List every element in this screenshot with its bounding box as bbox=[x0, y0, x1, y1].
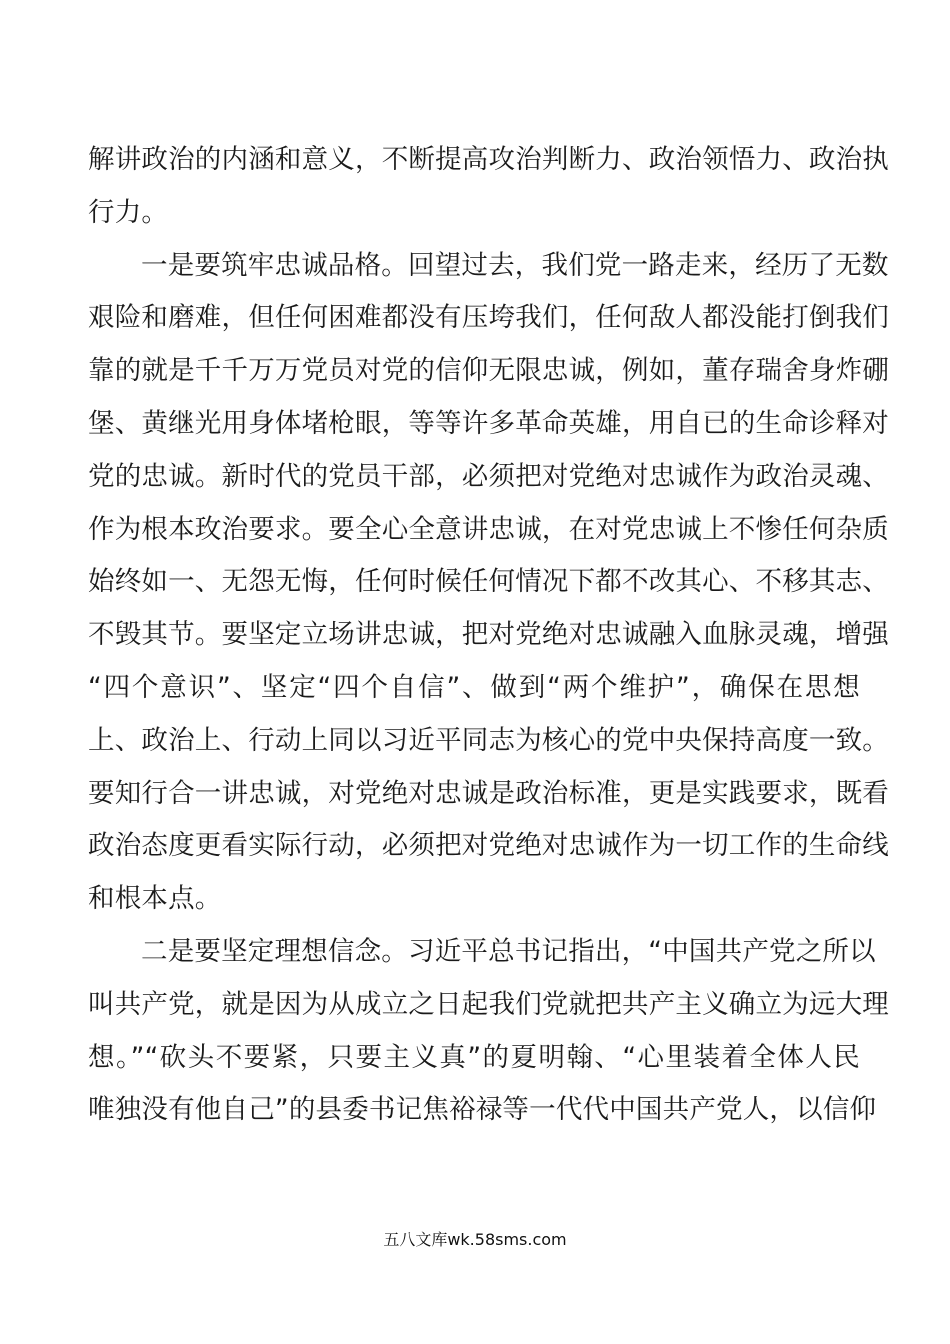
text-line: 要知行合一讲忠诚，对党绝对忠诚是政治标准，更是实践要求，既看 bbox=[88, 777, 889, 809]
text-line: “四个意识”、坚定“四个自信”、做到“两个维护”，确保在思想 bbox=[88, 671, 860, 703]
text-line: 靠的就是千千万万党员对党的信仰无限忠诚，例如，董存瑞舍身炸硼 bbox=[88, 355, 889, 387]
text-line: 行力。 bbox=[88, 196, 169, 228]
text-line: 政治态度更看实际行动，必须把对党绝对忠诚作为一切工作的生命线 bbox=[88, 830, 889, 862]
text-line: 想。”“砍头不要紧，只要主义真”的夏明翰、“心里装着全体人民 bbox=[88, 1041, 860, 1073]
paragraph-first-line: 二是要坚定理想信念。习近平总书记指出，“中国共产党之所以 bbox=[141, 935, 876, 967]
text-line: 作为根本玫治要求。要全心全意讲忠诚，在对党忠诚上不惨任何杂质 bbox=[88, 513, 889, 545]
text-line: 始终如一、无怨无悔，任何时候任何情况下都不改其心、不移其志、 bbox=[88, 566, 889, 598]
text-line: 解讲政治的内涵和意义，不断提高攻治判断力、政治领悟力、政治执 bbox=[88, 144, 889, 175]
paragraph-first-line: 一是要筑牢忠诚品格。回望过去，我们党一路走来，经历了无数 bbox=[141, 249, 889, 281]
document-body bbox=[88, 134, 889, 1137]
text-line: 党的忠诚。新时代的党员干部，必须把对党绝对忠诚作为政治灵魂、 bbox=[88, 460, 889, 492]
page-footer: 五八文库wk.58sms.com bbox=[383, 1230, 567, 1249]
text-line: 不毁其节。要坚定立场讲忠诚，把对党绝对忠诚融入血脉灵魂，增强 bbox=[88, 619, 889, 651]
text-line: 艰险和磨难，但任何困难都没有压垮我们，任何敌人都没能打倒我们 bbox=[88, 302, 889, 334]
text-line: 叫共产党，就是因为从成立之日起我们党就把共产主义确立为远大理 bbox=[88, 988, 889, 1020]
text-line: 唯独没有他自己”的县委书记焦裕禄等一代代中国共产党人，以信仰 bbox=[88, 1094, 877, 1126]
text-line: 上、政治上、行动上同以习近平同志为核心的党中央保持高度一致。 bbox=[88, 724, 889, 756]
text-line: 和根本点。 bbox=[88, 883, 222, 915]
text-line: 堡、黄继光用身体堵枪眼，等等许多革命英雄，用自已的生命诊释对 bbox=[88, 407, 889, 439]
